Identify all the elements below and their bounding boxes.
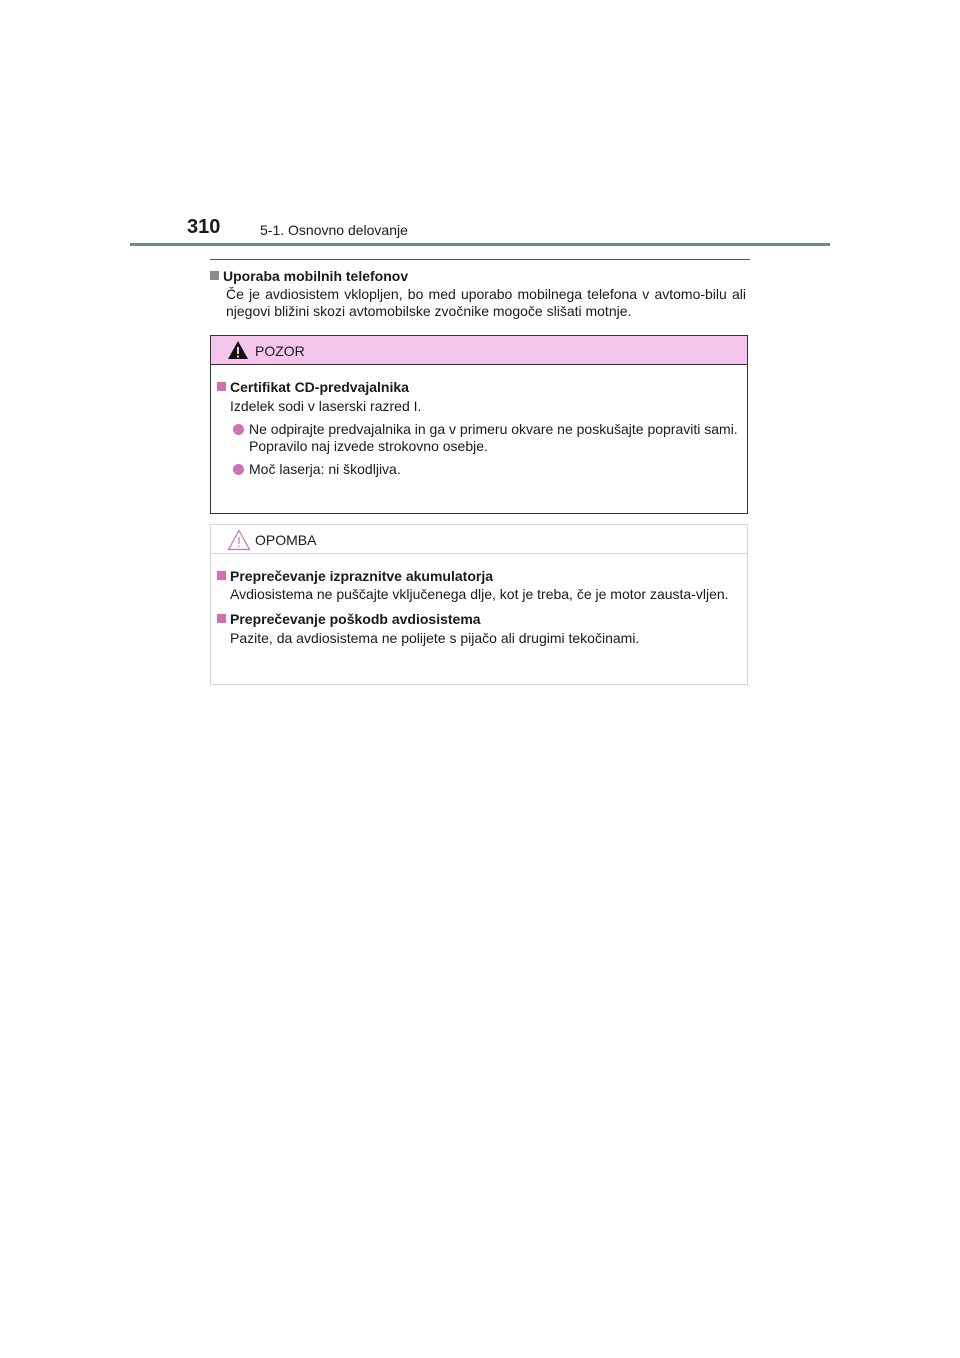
warning-item-heading-text: Certifikat CD-predvajalnika bbox=[230, 379, 409, 395]
square-bullet-icon bbox=[210, 271, 219, 280]
note-header bbox=[211, 525, 747, 554]
section-title: 5-1. Osnovno delovanje bbox=[260, 222, 408, 238]
bullet-text: Ne odpirajte predvajalnika in ga v primeru okvare ne poskušajte popraviti sami. bbox=[249, 421, 738, 437]
warning-header bbox=[211, 336, 747, 365]
page-number: 310 bbox=[187, 216, 221, 238]
round-bullet-icon bbox=[233, 424, 244, 435]
note-body bbox=[211, 554, 747, 647]
warning-box bbox=[210, 335, 748, 514]
caution-outline-icon bbox=[227, 529, 251, 551]
note-item-heading-text: Preprečevanje poškodb avdiosistema bbox=[230, 611, 481, 627]
warning-body bbox=[211, 365, 747, 478]
square-bullet-icon bbox=[217, 571, 226, 580]
intro-text: Če je avdiosistem vklopljen, bo med uporabo mobilnega telefona v avtomo-bilu ali njegovi bližini skozi avtomobilske zvočnike mogoče slišati motnje. bbox=[226, 286, 746, 319]
warning-item-heading bbox=[217, 377, 741, 397]
header-rule bbox=[130, 243, 830, 246]
intro-heading bbox=[210, 266, 750, 286]
warning-icon bbox=[227, 340, 249, 360]
square-bullet-icon bbox=[217, 382, 226, 391]
note-item-heading bbox=[217, 609, 741, 629]
intro-heading-text: Uporaba mobilnih telefonov bbox=[223, 268, 409, 284]
note-box bbox=[210, 524, 748, 685]
intro-section bbox=[210, 266, 750, 320]
note-item-heading bbox=[217, 566, 741, 586]
section-divider bbox=[210, 259, 750, 260]
square-bullet-icon bbox=[217, 614, 226, 623]
note-item-text: Pazite, da avdiosistema ne polijete s pijačo ali drugimi tekočinami. bbox=[230, 630, 640, 646]
note-item-heading-text: Preprečevanje izpraznitve akumulatorja bbox=[230, 568, 493, 584]
warning-item-text: Izdelek sodi v laserski razred I. bbox=[230, 398, 422, 414]
note-item-text: Avdiosistema ne puščajte vključenega dlje, kot je treba, če je motor zausta-vljen. bbox=[230, 586, 729, 602]
warning-bullet bbox=[217, 461, 741, 478]
round-bullet-icon bbox=[233, 464, 244, 475]
note-title: OPOMBA bbox=[255, 532, 317, 548]
bullet-text: Moč laserja: ni škodljiva. bbox=[249, 461, 401, 477]
bullet-text: Popravilo naj izvede strokovno osebje. bbox=[249, 438, 488, 454]
warning-title: POZOR bbox=[255, 343, 305, 359]
warning-bullet bbox=[217, 421, 741, 455]
